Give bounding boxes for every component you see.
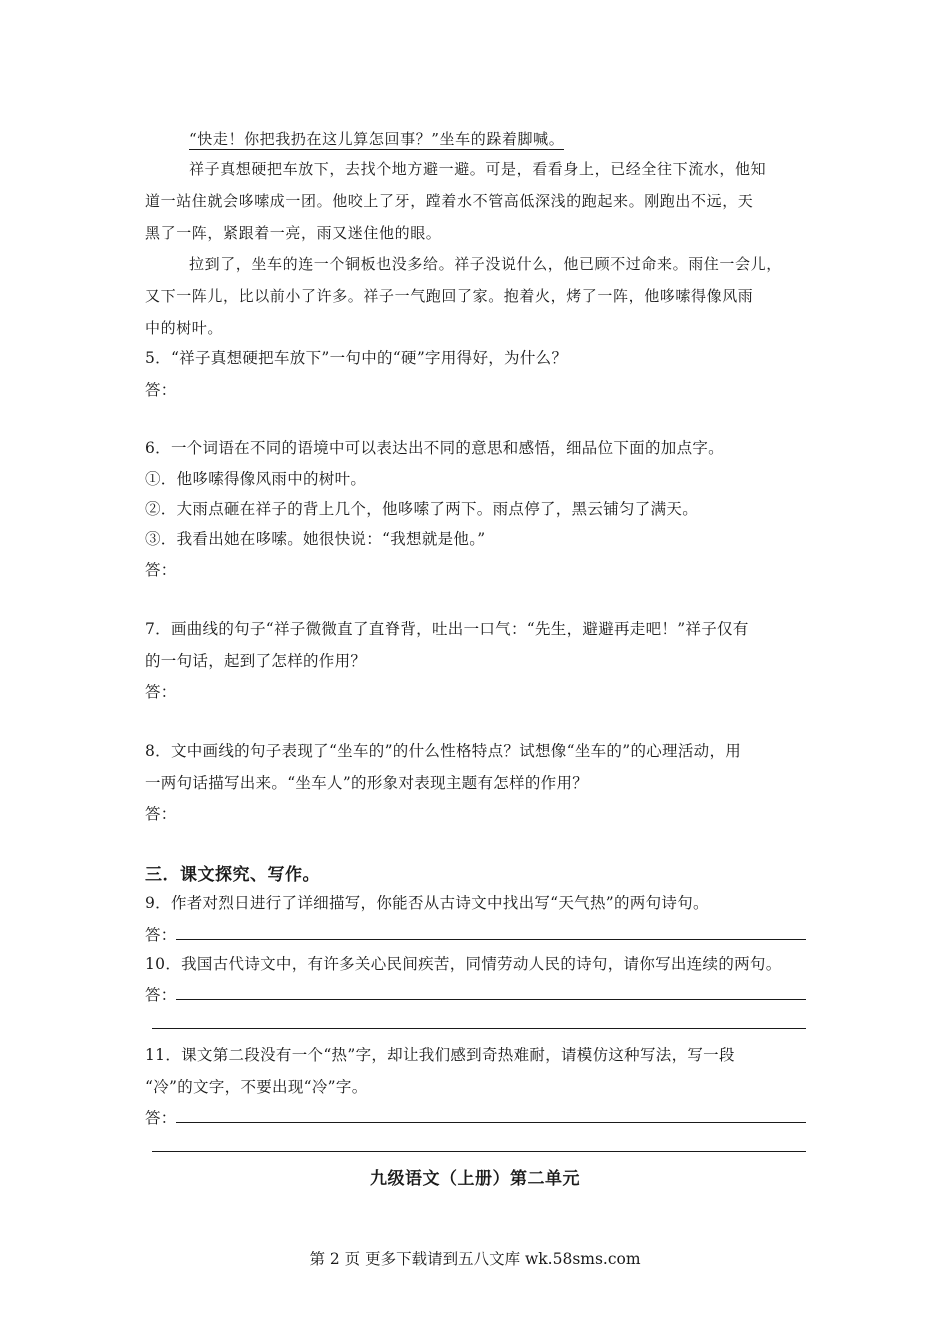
- passage-line: 祥子真想硬把车放下，去找个地方避一避。可是，看看身上，已经全往下流水，他知: [189, 160, 767, 178]
- page-footer: 第 2 页 更多下载请到五八文库 wk.58sms.com: [309, 1250, 641, 1268]
- question-8-line: 一两句话描写出来。“坐车人”的形象对表现主题有怎样的作用？: [145, 774, 589, 792]
- question-11-line: 11．课文第二段没有一个“热”字，却让我们感到奇热难耐，请模仿这种写法，写一段: [145, 1046, 735, 1064]
- question-11-line: “冷”的文字，不要出现“冷”字。: [145, 1078, 368, 1096]
- underlined-sentence: “快走！你把我扔在这儿算怎回事？”坐车的跺着脚喊。: [189, 130, 565, 148]
- passage-paragraph-1: [189, 128, 564, 149]
- answer-label: 答：: [145, 986, 177, 1004]
- unit-title: 九级语文（上册）第二单元: [370, 1169, 580, 1189]
- question-7-line: 的一句话，起到了怎样的作用？: [145, 652, 367, 670]
- question-6-item: ②．大雨点砸在祥子的背上几个，他哆嗦了两下。雨点停了，黑云铺匀了满天。: [145, 500, 699, 518]
- section-heading: 三．课文探究、写作。: [145, 865, 320, 885]
- answer-line[interactable]: [176, 999, 806, 1000]
- answer-line[interactable]: [176, 939, 806, 940]
- answer-line[interactable]: [176, 1122, 806, 1123]
- answer-label: 答：: [145, 381, 177, 399]
- answer-line[interactable]: [152, 1028, 806, 1029]
- question-6-item: ③．我看出她在哆嗦。她很快说：“我想就是他。”: [145, 530, 486, 548]
- answer-label: 答：: [145, 1109, 177, 1127]
- answer-line[interactable]: [152, 1151, 806, 1152]
- passage-line: 黑了一阵，紧跟着一亮，雨又迷住他的眼。: [145, 224, 442, 242]
- question-8-line: 8．文中画线的句子表现了“坐车的”的什么性格特点？试想像“坐车的”的心理活动，用: [145, 742, 742, 760]
- answer-label: 答：: [145, 926, 177, 944]
- question-10: 10．我国古代诗文中，有许多关心民间疾苦，同情劳动人民的诗句，请你写出连续的两句。: [145, 955, 782, 973]
- passage-line: 道一站住就会哆嗦成一团。他咬上了牙，蹚着水不管高低深浅的跑起来。刚跑出不远，天: [145, 192, 754, 210]
- answer-label: 答：: [145, 805, 177, 823]
- passage-line: 又下一阵儿，比以前小了许多。祥子一气跑回了家。抱着火，烤了一阵，他哆嗦得像风雨: [145, 287, 754, 305]
- answer-label: 答：: [145, 683, 177, 701]
- question-9: 9．作者对烈日进行了详细描写，你能否从古诗文中找出写“天气热”的两句诗句。: [145, 894, 709, 912]
- question-5: 5．“祥子真想硬把车放下”一句中的“硬”字用得好，为什么？: [145, 349, 568, 367]
- question-7-line: 7．画曲线的句子“祥子微微直了直脊背，吐出一口气：“先生，避避再走吧！”祥子仅有: [145, 620, 749, 638]
- answer-label: 答：: [145, 561, 177, 579]
- question-6: 6．一个词语在不同的语境中可以表达出不同的意思和感悟，细品位下面的加点字。: [145, 439, 724, 457]
- question-6-item: ①．他哆嗦得像风雨中的树叶。: [145, 470, 367, 488]
- passage-line: 拉到了，坐车的连一个铜板也没多给。祥子没说什么，他已顾不过命来。雨住一会儿，: [189, 255, 782, 273]
- passage-line: 中的树叶。: [145, 319, 224, 337]
